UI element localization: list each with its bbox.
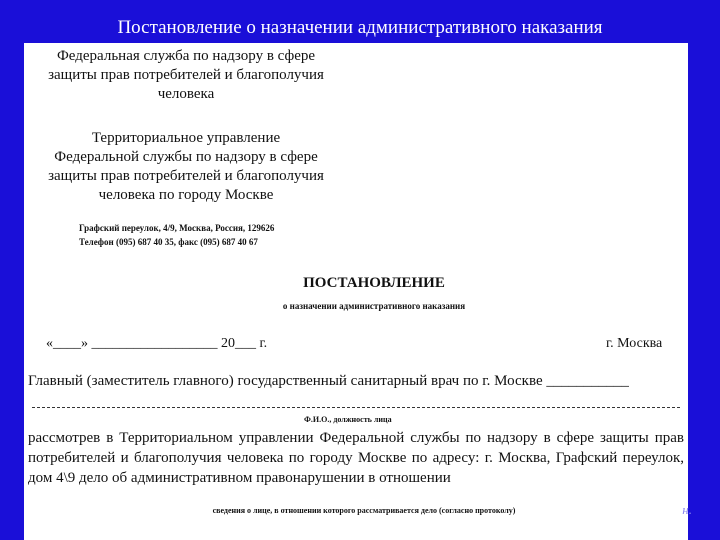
territorial-header-line: человека по городу Москве <box>98 187 274 203</box>
date-line: «____» __________________ 20___ г. <box>46 336 268 351</box>
org-header-line: Федеральная служба по надзору в сфере <box>56 48 316 64</box>
document-page <box>24 43 688 540</box>
address-block <box>79 221 274 249</box>
fio-note: Ф.И.О., должность лица <box>304 415 392 424</box>
territorial-header-line: Территориальное управление <box>91 130 281 146</box>
fill-in-line <box>32 395 680 408</box>
org-header <box>36 47 336 104</box>
org-header-line: защиты прав потребителей и благополучия <box>48 67 324 83</box>
territorial-header-line: защиты прав потребителей и благополучия <box>48 168 324 184</box>
document-subheading: о назначении административного наказания <box>282 301 466 311</box>
document-heading: ПОСТАНОВЛЕНИЕ <box>303 275 445 291</box>
body-paragraph: рассмотрев в Территориальном управлении Федеральной службы по надзору в сфере защиты прав потребителей и благополучия человека по городу Москве по адресу: г. Москва, Графский переулок, дом 4\9 дело об административном правонарушении в отношении <box>28 430 684 486</box>
corner-mark: н. <box>682 502 692 517</box>
phone-line: Телефон (095) 687 40 35, факс (095) 687 40 67 <box>79 237 258 247</box>
address-line: Графский переулок, 4/9, Москва, Россия, 129626 <box>79 223 275 233</box>
territorial-header-line: Федеральной службы по надзору в сфере <box>54 149 318 165</box>
org-header-line: человека <box>157 86 215 102</box>
official-line: Главный (заместитель главного) государственный санитарный врач по г. Москве ___________ <box>28 373 629 389</box>
territorial-header <box>36 129 336 205</box>
city-label: г. Москва <box>606 336 663 351</box>
slide-title: Постановление о назначении административного наказания <box>117 17 603 38</box>
footer-note: сведения о лице, в отношении которого рассматривается дело (согласно протоколу) <box>212 506 516 515</box>
